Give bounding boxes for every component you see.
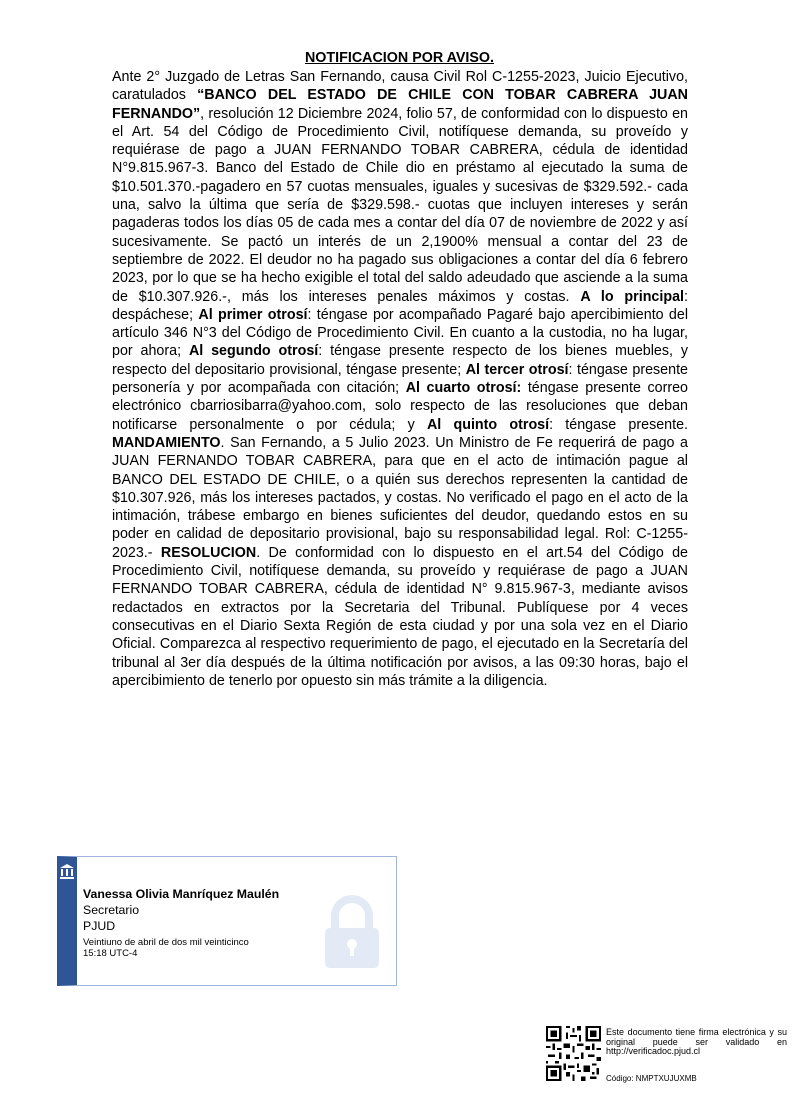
signature-date-text: Veintiuno de abril de dos mil veinticinco <box>83 937 249 948</box>
verification-note: Este documento tiene firma electrónica y su original puede ser validado en http://verificadoc.pjud.cl <box>606 1027 787 1057</box>
bold-segundo-otrosi: Al segundo otrosí <box>188 343 319 360</box>
qr-code-icon <box>546 1026 601 1081</box>
signature-time-text: 15:18 UTC-4 <box>83 948 138 959</box>
bold-mandamiento: MANDAMIENTO <box>112 434 221 451</box>
text-segment: : despáchese; <box>112 288 688 323</box>
bold-tercer-otrosi: Al tercer otrosí <box>465 361 569 378</box>
signature-date <box>83 937 249 959</box>
verification-code: Código: NMPTXUJUXMB <box>606 1074 697 1083</box>
institution-icon <box>59 863 75 881</box>
bold-case-caption: “BANCO DEL ESTADO DE CHILE CON TOBAR CABRERA JUAN FERNANDO” <box>112 87 688 122</box>
text-segment: Ante 2° Juzgado de Letras San Fernando, causa Civil Rol C-1255-2023, Juicio Ejecutivo, caratulados <box>112 69 688 104</box>
lock-icon <box>317 892 387 972</box>
text-segment: . De conformidad con lo dispuesto en el art.54 del Código de Procedimiento Civil, notifíquese demanda, su proveído y requiérase de pago a JUAN FERNANDO TOBAR CABRERA, cédula de identidad N° 9.815.967-3, mediante avisos redactados en extractos por la Secretaria del Tribunal. Publíquese por 4 veces consecutivas en el Diario Sexta Región de esta ciudad y por una sola vez en el Diario Oficial. Comparezca al respectivo requerimiento de pago, el ejecutado en la Secretaría del tribunal al 3er día después de la última notificación por avisos, a las 09:30 horas, bajo el apercibimiento de tenerlo por opuesto sin más trámite a la diligencia. <box>112 544 689 689</box>
text-segment: . San Fernando, a 5 Julio 2023. Un Ministro de Fe requerirá de pago a JUAN FERNANDO TOBAR CABRERA, para que en el acto de intimación pague al BANCO DEL ESTADO DE CHILE, o a quién sus derechos representen la cantidad de $10.307.926, más los intereses pactados, y costas. No verificado el pago en el acto de la intimación, trábese embargo en bienes suficientes del deudor, quedando estos en su poder en calidad de depositario provisional, bajo su responsabilidad legal. Rol: C-1255-2023.- <box>112 434 688 561</box>
electronic-signature-box <box>57 856 397 986</box>
text-segment: téngase presente correo electrónico cbarriosibarra@yahoo.com, solo respecto de las resoluciones que deban notificarse personalmente o por cédula; y <box>112 380 688 433</box>
text-segment: , resolución 12 Diciembre 2024, folio 57, de conformidad con lo dispuesto en el Art. 54 del Código de Procedimiento Civil, notifíquese demanda, su proveído y requiérase de pago a JUAN FERNANDO TOBAR CABRERA, cédula de identidad N°9.815.967-3. Banco del Estado de Chile dio en préstamo al ejecutado la suma de $10.501.370.-pagadero en 57 cuotas mensuales, iguales y sucesivas de $329.592.- cada una, salvo la última que sería de $329.598.- cuotas que incluyen intereses y serán pagaderas todos los días 05 de cada mes a contar del día 07 de noviembre de 2022 y así sucesivamente. Se pactó un interés de un 2,1900% mensual a contar del 23 de septiembre de 2022. El deudor no ha pagado sus obligaciones a contar del día 6 febrero 2023, por lo que se ha hecho exigible el total del saldo adeudado que asciende a la suma de $10.307.926.-, más los intereses penales máximos y costas. <box>112 105 688 305</box>
text-segment: : téngase presente. <box>549 416 689 433</box>
bold-resolucion: RESOLUCION <box>160 544 257 561</box>
signer-organization: PJUD <box>83 919 116 933</box>
document-title: NOTIFICACION POR AVISO. <box>304 50 495 66</box>
text-segment: : téngase presente respecto de los bienes muebles, y respecto del depositario provisional, téngase presente; <box>112 343 688 378</box>
bold-primer-otrosi: Al primer otrosí <box>198 306 308 323</box>
bold-quinto-otrosi: Al quinto otrosí <box>426 416 550 433</box>
text-segment: : téngase presente personería y por acompañada con citación; <box>112 361 689 397</box>
text-segment: : téngase por acompañado Pagaré bajo apercibimiento del artículo 346 N°3 del Código de Procedimiento Civil. En cuanto a la custodia, no ha lugar, por ahora; <box>112 306 688 360</box>
bold-a-lo-principal: A lo principal <box>580 288 685 305</box>
signer-role: Secretario <box>83 903 140 917</box>
notice-body <box>112 68 688 690</box>
signer-name: Vanessa Olivia Manríquez Maulén <box>83 887 280 901</box>
bold-cuarto-otrosi: Al cuarto otrosí: <box>405 380 522 397</box>
